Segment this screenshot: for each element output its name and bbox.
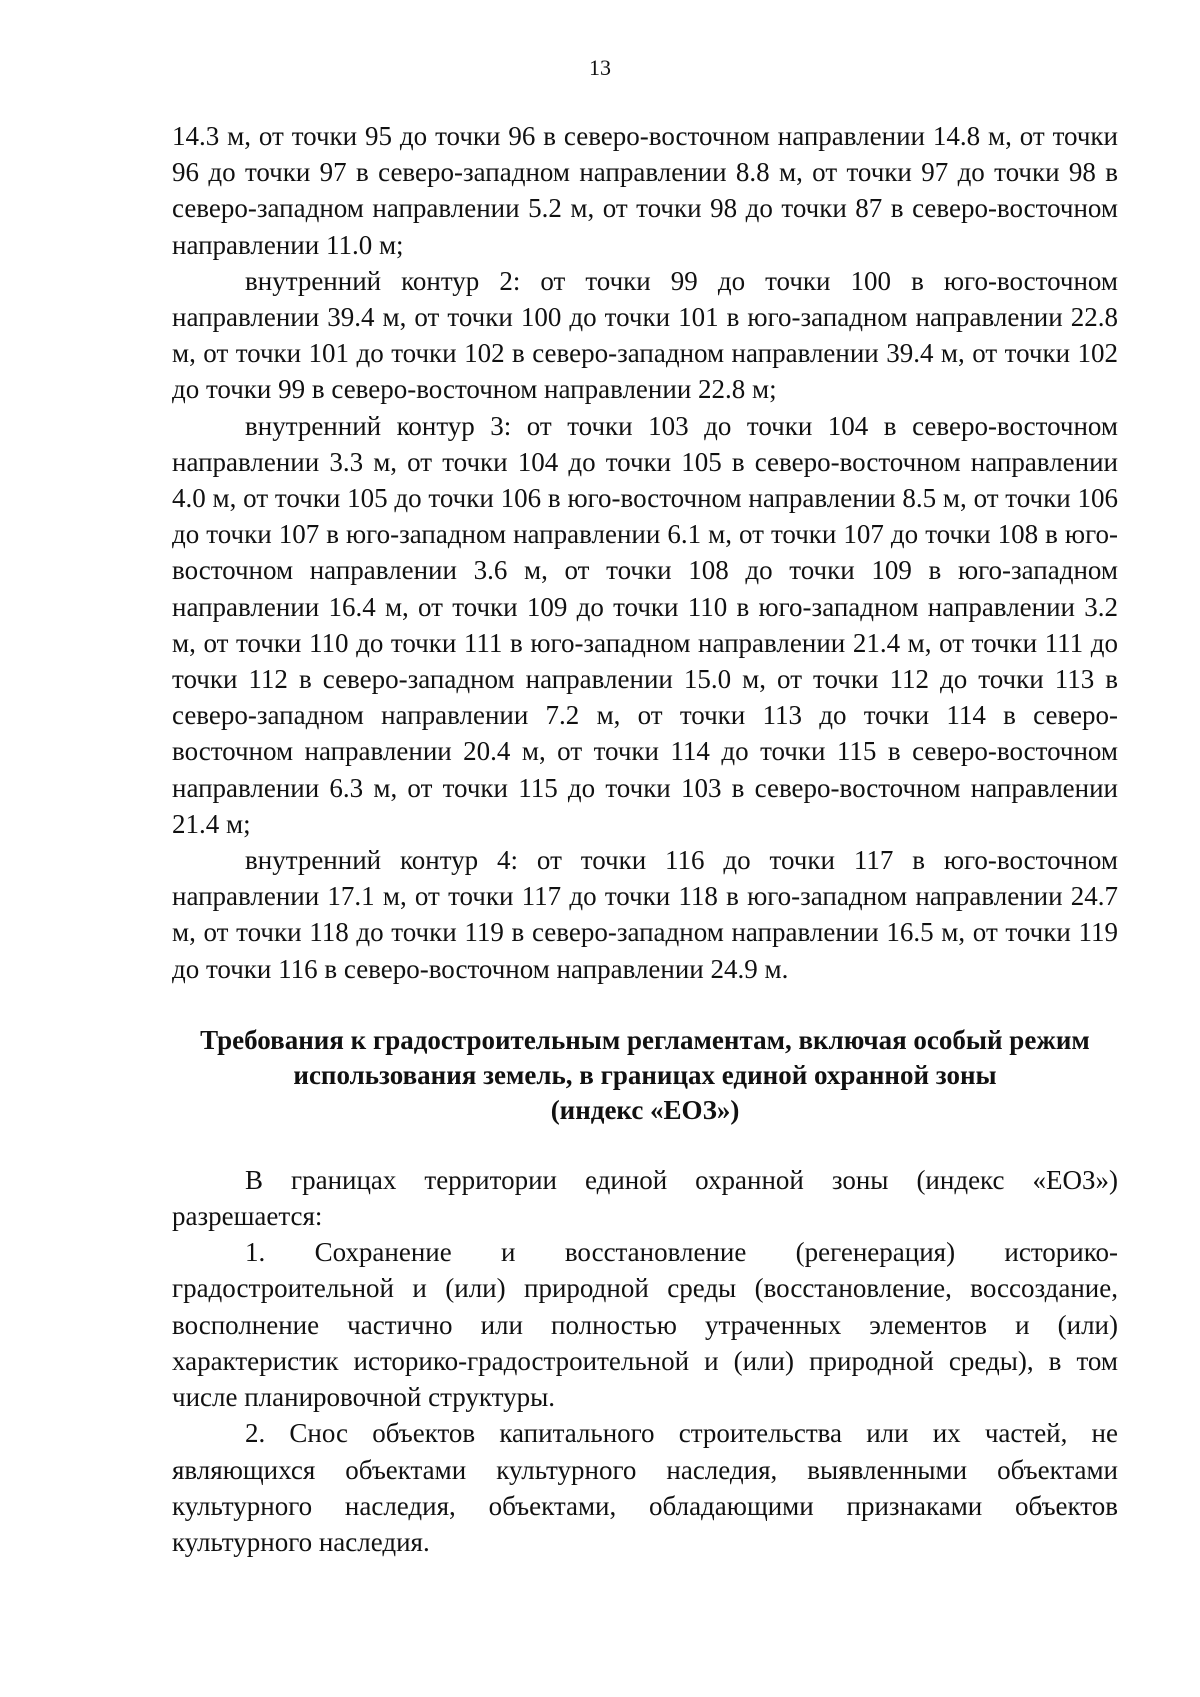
document-body	[172, 118, 1118, 1560]
paragraph-contour-4: внутренний контур 4: от точки 116 до точки 117 в юго-восточном направлении 17.1 м, от точки 117 до точки 118 в юго-западном направлении 24.7 м, от точки 118 до точки 119 в северо-западном направлении 16.5 м, от точки 119 до точки 116 в северо-восточном направлении 24.9 м.	[172, 845, 1118, 984]
heading-line-1: Требования к градостроительным регламентам, включая особый режим	[200, 1024, 1090, 1055]
section-heading	[172, 1023, 1118, 1128]
paragraph-contour-3: внутренний контур 3: от точки 103 до точки 104 в северо-восточном направлении 3.3 м, от точки 104 до точки 105 в северо-восточном направлении 4.0 м, от точки 105 до точки 106 в юго-восточном направлении 8.5 м, от точки 106 до точки 107 в юго-западном направлении 6.1 м, от точки 107 до точки 108 в юго-восточном направлении 3.6 м, от точки 108 до точки 109 в юго-западном направлении 16.4 м, от точки 109 до точки 110 в юго-западном направлении 3.2 м, от точки 110 до точки 111 в юго-западном направлении 21.4 м, от точки 111 до точки 112 в северо-западном направлении 15.0 м, от точки 112 до точки 113 в северо-западном направлении 7.2 м, от точки 113 до точки 114 в северо-восточном направлении 20.4 м, от точки 114 до точки 115 в северо-восточном направлении 6.3 м, от точки 115 до точки 103 в северо-восточном направлении 21.4 м;	[172, 410, 1118, 839]
paragraph-contour-2: внутренний контур 2: от точки 99 до точки 100 в юго-восточном направлении 39.4 м, от точки 100 до точки 101 в юго-западном направлении 22.8 м, от точки 101 до точки 102 в северо-западном направлении 39.4 м, от точки 102 до точки 99 в северо-восточном направлении 22.8 м;	[172, 265, 1118, 405]
paragraph-item-1: 1. Сохранение и восстановление (регенерация) историко-градостроительной и (или) природной среды (восстановление, воссоздание, восполнение частично или полностью утраченных элементов и (или) характеристик историко-градостроительной и (или) природной среды), в том числе планировочной структуры.	[172, 1237, 1118, 1413]
page-number: 13	[589, 55, 611, 80]
heading-line-2: использования земель, в границах единой охранной зоны	[293, 1059, 997, 1090]
heading-line-3: (индекс «ЕОЗ»)	[550, 1094, 740, 1125]
paragraph-contour-1-end: 14.3 м, от точки 95 до точки 96 в северо-восточном направлении 14.8 м, от точки 96 до точки 97 в северо-западном направлении 8.8 м, от точки 97 до точки 98 в северо-западном направлении 5.2 м, от точки 98 до точки 87 в северо-восточном направлении 11.0 м;	[172, 121, 1118, 260]
paragraph-eoz-intro: В границах территории единой охранной зоны (индекс «ЕОЗ») разрешается:	[172, 1164, 1118, 1232]
paragraph-item-2: 2. Снос объектов капитального строительства или их частей, не являющихся объектами культурного наследия, выявленными объектами культурного наследия, объектами, обладающими признаками объектов культурного наследия.	[172, 1418, 1118, 1557]
